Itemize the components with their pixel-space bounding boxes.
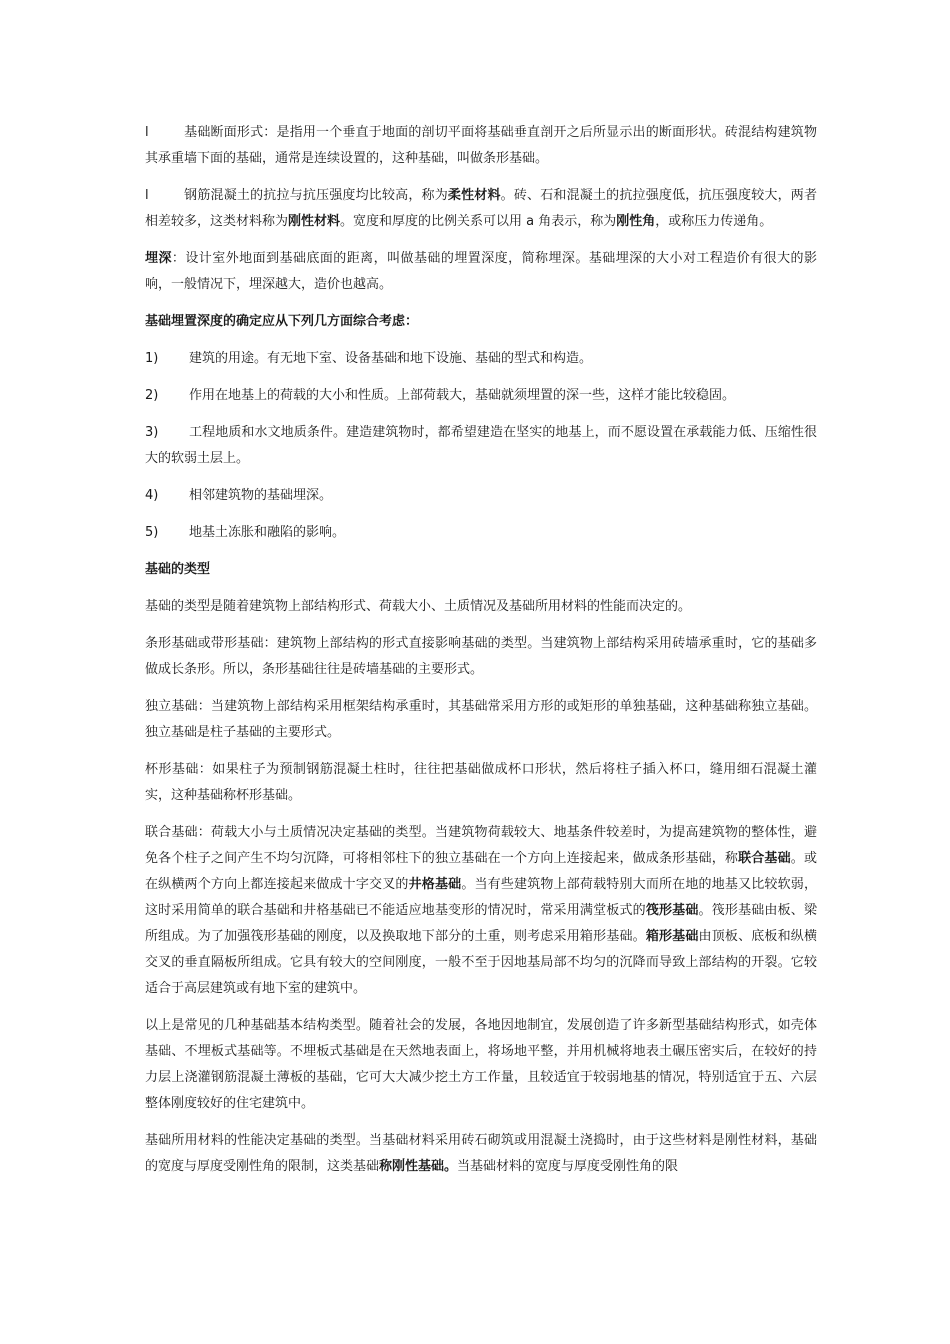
paragraph-strip-foundation: 条形基础或带形基础：建筑物上部结构的形式直接影响基础的类型。当建筑物上部结构采用砖墙承重时，它的基础多做成长条形。所以，条形基础往往是砖墙基础的主要形式。 bbox=[145, 636, 817, 677]
text-run: 基础所用材料的性能决定基础的类型。当基础材料采用砖石砌筑或用混凝土浇捣时，由于这些材料是刚性材料，基础的宽度与厚度受刚性角的限制，这类基础 bbox=[145, 1133, 817, 1174]
list-item bbox=[145, 520, 817, 546]
heading-depth-factors bbox=[145, 309, 817, 335]
text-run: 当基础材料的宽度与厚度受刚性角的限 bbox=[457, 1159, 679, 1174]
list-number: 3) bbox=[145, 425, 159, 440]
term-rigid-material: 刚性材料 bbox=[288, 214, 341, 229]
list-text: 地基土冻胀和融陷的影响。 bbox=[189, 525, 346, 540]
heading-text: 基础埋置深度的确定应从下列几方面综合考虑： bbox=[145, 314, 419, 329]
term-flexible-material: 柔性材料 bbox=[447, 188, 501, 203]
text-run: 由顶板、底板和纵横交叉的垂直隔板所组成。它具有较大的空间刚度，一般不至于因地基局部不均匀的沉降而导致上部结构的开裂。它较适合于高层建筑或有地下室的建筑中。 bbox=[145, 929, 817, 996]
list-text: 作用在地基上的荷载的大小和性质。上部荷载大，基础就须埋置的深一些，这样才能比较稳固。 bbox=[189, 388, 736, 403]
text-run: 。筏形基础由板、梁所组成。为了加强筏形基础的刚度，以及换取地下部分的土重，则考虑采用箱形基础。 bbox=[145, 903, 817, 944]
paragraph-material-strength bbox=[145, 183, 817, 235]
text-run: 钢筋混凝土的抗拉与抗压强度均比较高，称为 bbox=[184, 188, 448, 203]
list-item bbox=[145, 346, 817, 372]
paragraph-cup-foundation: 杯形基础：如果柱子为预制钢筋混凝土柱时，往往把基础做成杯口形状，然后将柱子插入杯口，缝用细石混凝土灌实，这种基础称杯形基础。 bbox=[145, 762, 817, 803]
list-text: 相邻建筑物的基础埋深。 bbox=[189, 488, 333, 503]
list-item bbox=[145, 483, 817, 509]
paragraph-material-types bbox=[145, 1128, 817, 1180]
text-run: 。砖、石和混凝土的抗拉强度低，抗压强度较大，两者相差较多，这类材料称为 bbox=[145, 188, 817, 229]
term-raft-foundation: 筏形基础 bbox=[645, 903, 699, 918]
paragraph-types-intro: 基础的类型是随着建筑物上部结构形式、荷载大小、土质情况及基础所用材料的性能而决定的。 bbox=[145, 599, 692, 614]
paragraph-combined-foundation bbox=[145, 820, 817, 1002]
term-grid-foundation: 井格基础 bbox=[408, 877, 462, 892]
paragraph-new-types: 以上是常见的几种基础基本结构类型。随着社会的发展，各地因地制宜，发展创造了许多新型基础结构形式，如壳体基础、不埋板式基础等。不埋板式基础是在天然地表面上，将场地平整，并用机械将地表土碾压密实后，在较好的持力层上浇灌钢筋混凝土薄板的基础，它可大大减少挖土方工作量，且较适宜于较弱地基的情况，特别适宜于五、六层整体刚度较好的住宅建筑中。 bbox=[145, 1018, 817, 1111]
list-number: 5) bbox=[145, 525, 159, 540]
list-number: 1) bbox=[145, 351, 159, 366]
text-run: 。或在纵横两个方向上都连接起来做成十字交叉的 bbox=[145, 851, 817, 892]
list-item bbox=[145, 420, 817, 472]
paragraph-text: 基础断面形式：是指用一个垂直于地面的剖切平面将基础垂直剖开之后所显示出的断面形状。砖混结构建筑物其承重墙下面的基础，通常是连续设置的，这种基础，叫做条形基础。 bbox=[145, 125, 817, 166]
paragraph-section-shape bbox=[145, 120, 817, 172]
term-combined-foundation: 联合基础 bbox=[738, 851, 791, 866]
text-run: 。宽度和厚度的比例关系可以用 a 角表示，称为 bbox=[340, 214, 617, 229]
paragraph-burial-depth bbox=[145, 246, 817, 298]
paragraph-text: ：设计室外地面到基础底面的距离，叫做基础的埋置深度，简称埋深。基础埋深的大小对工程造价有很大的影响，一般情况下，埋深越大，造价也越高。 bbox=[145, 251, 817, 292]
term-box-foundation: 箱形基础 bbox=[645, 929, 699, 944]
term-rigid-foundation: 称刚性基础。 bbox=[379, 1159, 458, 1174]
heading-foundation-types bbox=[145, 557, 817, 583]
list-text: 工程地质和水文地质条件。建造建筑物时，都希望建造在坚实的地基上，而不愿设置在承载能力低、压缩性很大的软弱土层上。 bbox=[145, 425, 817, 466]
list-item bbox=[145, 383, 817, 409]
list-text: 建筑的用途。有无地下室、设备基础和地下设施、基础的型式和构造。 bbox=[189, 351, 593, 366]
document-page bbox=[145, 120, 817, 1191]
term-burial-depth: 埋深 bbox=[145, 251, 172, 266]
text-run: 。当有些建筑物上部荷载特别大而所在地的地基又比较软弱，这时采用简单的联合基础和井格基础已不能适应地基变形的情况时，常采用满堂板式的 bbox=[145, 877, 817, 918]
bullet-marker: l bbox=[145, 188, 149, 203]
text-run: ，或称压力传递角。 bbox=[655, 214, 773, 229]
text-run: 联合基础：荷载大小与土质情况决定基础的类型。当建筑物荷载较大、地基条件较差时，为提高建筑物的整体性，避免各个柱子之间产生不均匀沉降，可将相邻柱下的独立基础在一个方向上连接起来，做成条形基础，称 bbox=[145, 825, 817, 866]
list-number: 4) bbox=[145, 488, 159, 503]
paragraph-isolated-foundation: 独立基础：当建筑物上部结构采用框架结构承重时，其基础常采用方形的或矩形的单独基础，这种基础称独立基础。独立基础是柱子基础的主要形式。 bbox=[145, 699, 817, 740]
list-number: 2) bbox=[145, 388, 159, 403]
heading-text: 基础的类型 bbox=[145, 562, 211, 577]
term-rigid-angle: 刚性角 bbox=[616, 214, 656, 229]
bullet-marker: l bbox=[145, 125, 149, 140]
